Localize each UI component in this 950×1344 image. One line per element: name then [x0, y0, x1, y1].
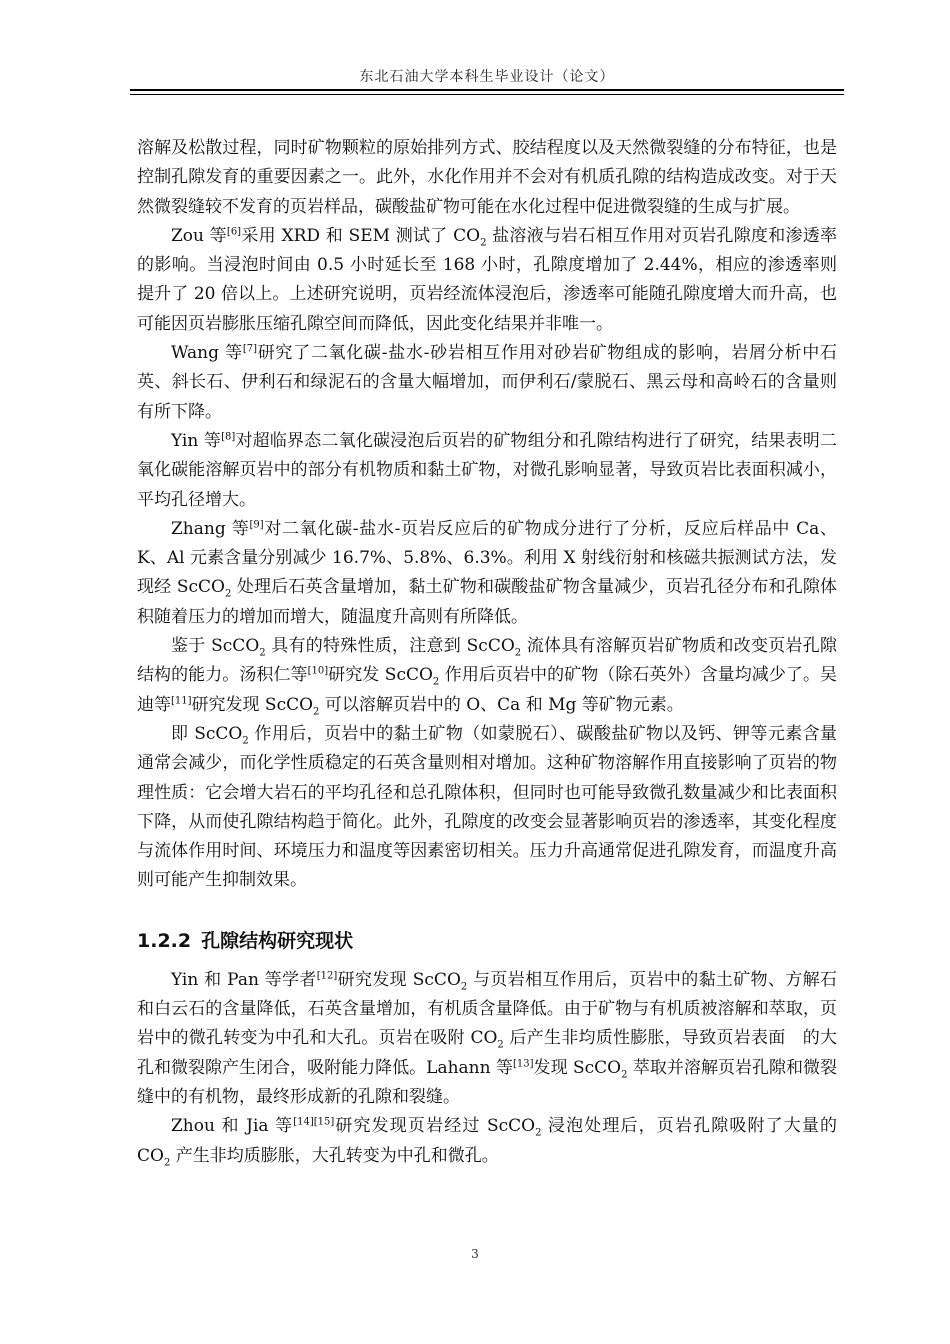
- section-number: 1.2.2: [137, 929, 192, 952]
- paragraph-summary: 即 ScCO$_2$ 作用后，页岩中的黏土矿物（如蒙脱石）、碳酸盐矿物以及钙、钾等元素含量通常会减少，而化学性质稳定的石英含量则相对增加。这种矿物溶解作用直接影响了页岩的物理性质：它会增大岩石的平均孔径和总孔隙体积，但同时也可能导致微孔数量减少和比表面积下降，从而使孔隙结构趋于简化。此外，孔隙度的改变会显著影响页岩的渗透率，其变化程度与流体作用时间、环境压力和温度等因素密切相关。压力升高通常促进孔隙发育，而温度升高则可能产生抑制效果。: [137, 723, 838, 891]
- citation: [12]: [316, 970, 338, 982]
- citation: [9]: [249, 519, 264, 531]
- paragraph-scco2-properties: 鉴于 ScCO$_2$ 具有的特殊性质，注意到 ScCO$_2$ 流体具有溶解页岩矿物质和改变页岩孔隙结构的能力。汤积仁等[10]研究发 ScCO$_2$ 作用后页岩中的矿物（除石英外）含量均减少了。吴迪等[11]研究发现 ScCO$_2$ 可以溶解页岩中的 O、Ca 和 Mg 等矿物元素。: [137, 636, 838, 718]
- citation: [13]: [513, 1057, 534, 1069]
- paragraph-continuation: 溶解及松散过程，同时矿物颗粒的原始排列方式、胶结程度以及天然微裂缝的分布特征，也是控制孔隙发育的重要因素之一。此外，水化作用并不会对有机质孔隙的结构造成改变。对于天然微裂缝较不发育的页岩样品，碳酸盐矿物可能在水化过程中促进微裂缝的生成与扩展。: [137, 138, 837, 217]
- page-number: 3: [471, 1247, 479, 1261]
- paragraph-zhang: Zhang 等[9]对二氧化碳-盐水-页岩反应后的矿物成分进行了分析，反应后样品中 Ca、K、Al 元素含量分别减少 16.7%、5.8%、6.3%。利用 X 射线衍射和核磁共振测试方法，发现经 ScCO$_2$ 处理后石英含量增加，黏土矿物和碳酸盐矿物含量减少，页岩孔径分布和孔隙体积随着压力的增加而增大，随温度升高则有所降低。: [137, 518, 837, 627]
- section-heading: [137, 928, 837, 954]
- citation: [6]: [226, 226, 242, 238]
- section-title: 孔隙结构研究现状: [201, 929, 354, 952]
- citation: [7]: [242, 343, 257, 355]
- paragraph-zhou-jia: Zhou 和 Jia 等[14][15]研究发现页岩经过 ScCO$_2$ 浸泡处理后，页岩孔隙吸附了大量的 $CO_2$ 产生非均质膨胀，大孔转变为中孔和微孔。: [137, 1116, 838, 1168]
- paragraph-wang: Wang 等[7]研究了二氧化碳-盐水-砂岩相互作用对砂岩矿物组成的影响，岩屑分析中石英、斜长石、伊利石和绿泥石的含量大幅增加，而伊利石/蒙脱石、黑云母和高岭石的含量则有所下降。: [137, 343, 837, 422]
- paragraph-yin-pan: Yin 和 Pan 等学者[12]研究发现 ScCO$_2$ 与页岩相互作用后，页岩中的黏土矿物、方解石和白云石的含量降低，石英含量增加，有机质含量降低。由于矿物与有机质被溶解和萃取，页岩中的微孔转变为中孔和大孔。页岩在吸附 $CO_2$ 后产生非均质性膨胀，导致页岩表面 的大孔和微裂隙产生闭合，吸附能力降低。Lahann 等[13]发现 ScCO$_2$ 萃取并溶解页岩孔隙和微裂缝中的有机物，最终形成新的孔隙和裂缝。: [137, 969, 838, 1107]
- header-rule-thick: [130, 89, 844, 91]
- paragraph-zou: Zou 等[6]采用 XRD 和 SEM 测试了 $CO_2$ 盐溶液与岩石相互作用对页岩孔隙度和渗透率的影响。当浸泡时间由 0.5 小时延长至 168 小时，孔隙度增加了 2.44%，相应的渗透率则提升了 20 倍以上。上述研究说明，页岩经流体浸泡后，渗透率可能随孔隙度增大而升高，也可能因页岩膨胀压缩孔隙空间而降低，因此变化结果并非唯一。: [137, 225, 838, 334]
- running-header: 东北石油大学本科生毕业设计（论文）: [359, 69, 615, 85]
- citation: [11]: [171, 694, 192, 706]
- paragraph-yin: Yin 等[8]对超临界态二氧化碳浸泡后页岩的矿物组分和孔隙结构进行了研究，结果表明二氧化碳能溶解页岩中的部分有机物质和黏土矿物，对微孔影响显著，导致页岩比表面积减小，平均孔径增大。: [137, 430, 838, 510]
- citation: [10]: [307, 665, 329, 677]
- page-body: [137, 134, 837, 1171]
- citation: [14][15]: [293, 1116, 335, 1128]
- citation: [8]: [221, 431, 236, 443]
- header-rule-thin: [130, 94, 844, 95]
